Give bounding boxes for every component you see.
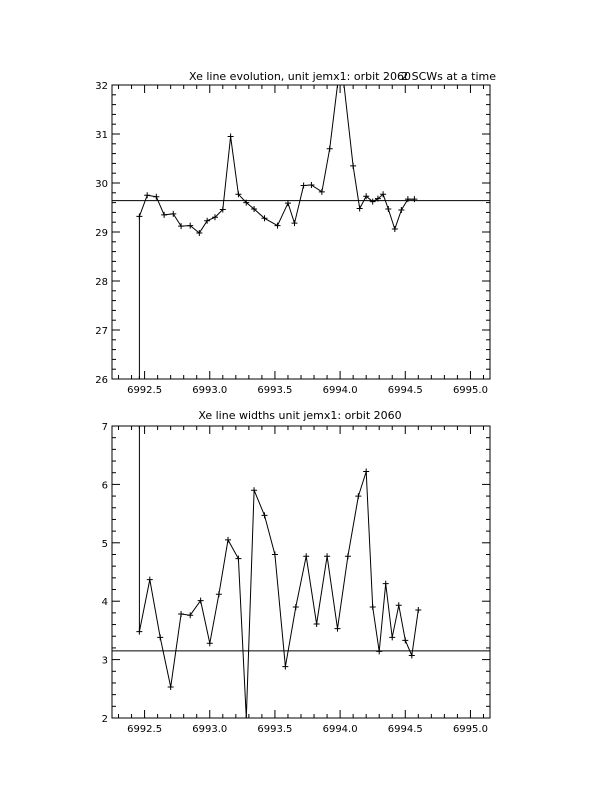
evolution-data-point (301, 182, 307, 188)
widths-ytick-label: 7 (101, 422, 108, 433)
evolution-data-point (385, 206, 391, 212)
evolution-data-point (398, 207, 404, 213)
evolution-data-point (204, 218, 210, 224)
widths-data-point (168, 684, 174, 690)
widths-xtick-label: 6992.5 (127, 724, 163, 735)
widths-data-point (272, 551, 278, 557)
widths-data-point (402, 637, 408, 643)
widths-data-point (363, 469, 369, 475)
widths-data-point (324, 553, 330, 559)
widths-data-point (136, 423, 142, 429)
widths-data-point (251, 487, 257, 493)
evolution-series-line (139, 85, 414, 379)
widths-data-point (345, 553, 351, 559)
evolution-data-point (405, 196, 411, 202)
evolution-xtick-label: 6994.5 (387, 385, 423, 396)
widths-xtick-label: 6994.0 (322, 724, 358, 735)
evolution-ytick-label: 27 (95, 326, 108, 337)
widths-data-point (136, 629, 142, 635)
evolution-data-point (153, 194, 159, 200)
widths-xtick-label: 6993.5 (257, 724, 293, 735)
evolution-ytick-label: 26 (95, 375, 108, 386)
evolution-data-point (275, 223, 281, 229)
widths-data-point (178, 611, 184, 617)
widths-ytick-label: 6 (101, 480, 108, 492)
widths-data-point (334, 626, 340, 632)
evolution-data-point (136, 376, 142, 382)
evolution-data-point (170, 211, 176, 217)
widths-data-point (376, 648, 382, 654)
evolution-annotation: 2 SCWs at a time (401, 70, 496, 83)
widths-data-point (293, 604, 299, 610)
widths-xtick-label: 6994.5 (387, 724, 423, 735)
evolution-data-point (327, 146, 333, 152)
widths-ytick-label: 5 (101, 538, 108, 550)
widths-title: Xe line widths unit jemx1: orbit 2060 (198, 409, 402, 422)
widths-data-point (216, 591, 222, 597)
evolution-ytick-label: 29 (95, 228, 108, 239)
widths-data-point (207, 640, 213, 646)
evolution-ytick-label: 28 (95, 277, 108, 288)
widths-data-point (415, 607, 421, 613)
widths-data-point (157, 634, 163, 640)
evolution-data-point (357, 205, 363, 211)
widths-data-point (262, 512, 268, 518)
evolution-data-point (178, 223, 184, 229)
evolution-data-point (291, 220, 297, 226)
widths-xtick-label: 6993.0 (192, 724, 228, 735)
widths-data-point (225, 537, 231, 543)
widths-data-point (147, 577, 153, 583)
widths-data-point (355, 493, 361, 499)
evolution-data-point (392, 226, 398, 232)
evolution-ytick-label: 30 (95, 179, 108, 190)
evolution-xtick-label: 6995.0 (452, 385, 488, 396)
widths-data-point (396, 602, 402, 608)
evolution-data-point (161, 212, 167, 218)
evolution-data-point (228, 133, 234, 139)
widths-data-point (282, 664, 288, 670)
evolution-title: Xe line evolution, unit jemx1: orbit 2060 (189, 70, 411, 83)
widths-plot-frame (112, 426, 490, 718)
evolution-data-point (350, 163, 356, 169)
widths-data-point (314, 621, 320, 627)
widths-data-point (383, 581, 389, 587)
evolution-xtick-label: 6992.5 (127, 385, 163, 396)
evolution-xtick-label: 6994.0 (322, 385, 358, 396)
evolution-data-point (308, 182, 314, 188)
widths-ytick-label: 2 (101, 714, 108, 725)
widths-series-line (139, 426, 418, 718)
widths-data-point (409, 653, 415, 659)
widths-xtick-label: 6995.0 (452, 724, 488, 735)
widths-data-point (187, 612, 193, 618)
evolution-ytick-label: 32 (95, 81, 108, 92)
evolution-panel (95, 70, 496, 396)
evolution-ytick-label: 31 (95, 130, 108, 141)
evolution-plot-frame (112, 85, 490, 379)
evolution-xtick-label: 6993.0 (192, 385, 228, 396)
widths-ytick-label: 4 (101, 597, 108, 609)
widths-ytick-label: 3 (101, 655, 108, 667)
evolution-data-point (144, 192, 150, 198)
widths-data-point (243, 715, 249, 721)
evolution-xtick-label: 6993.5 (257, 385, 293, 396)
evolution-data-point (319, 189, 325, 195)
widths-data-point (235, 556, 241, 562)
widths-data-point (303, 553, 309, 559)
evolution-data-point (136, 213, 142, 219)
widths-panel (102, 409, 490, 735)
evolution-data-point (411, 196, 417, 202)
widths-data-point (370, 604, 376, 610)
widths-data-point (389, 634, 395, 640)
